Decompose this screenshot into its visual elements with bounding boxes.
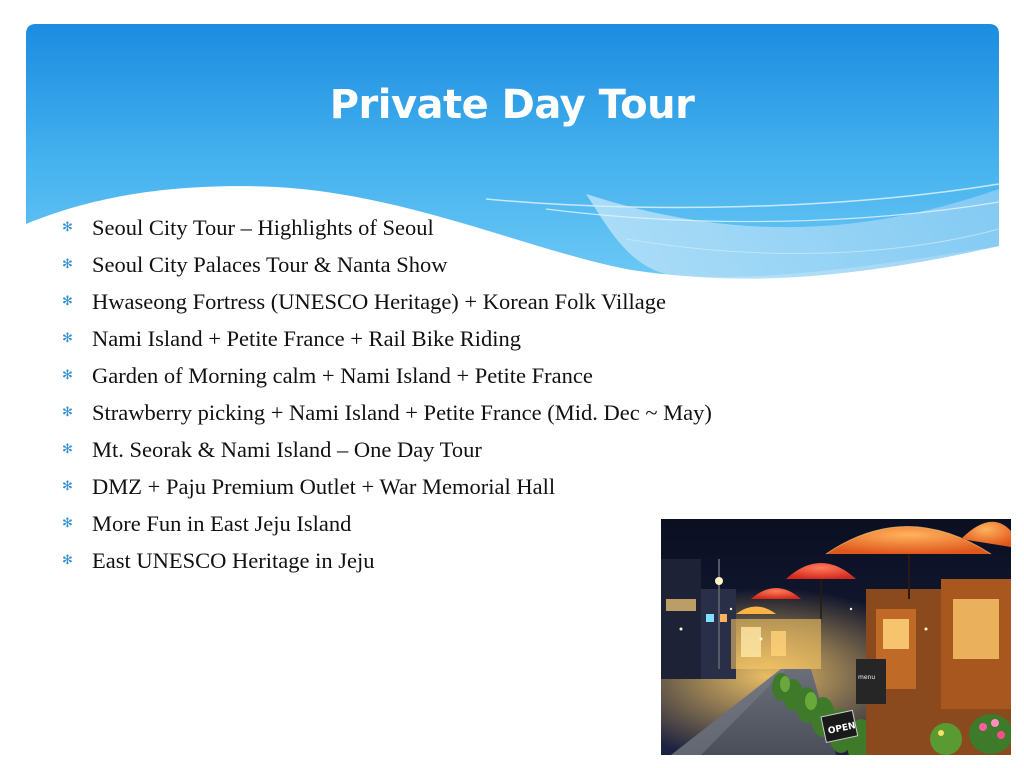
asterisk-bullet-icon: ✻	[62, 368, 73, 383]
tour-item-label: Hwaseong Fortress (UNESCO Heritage) + Korean Folk Village	[92, 288, 666, 314]
svg-text:menu: menu	[858, 674, 876, 681]
asterisk-bullet-icon: ✻	[62, 294, 73, 309]
photo-illustration	[661, 519, 1011, 755]
list-item	[62, 431, 712, 468]
asterisk-bullet-icon: ✻	[62, 442, 73, 457]
asterisk-bullet-icon: ✻	[62, 220, 73, 235]
tour-item-label: Strawberry picking + Nami Island + Petite France (Mid. Dec ~ May)	[92, 399, 712, 425]
asterisk-bullet-icon: ✻	[62, 257, 73, 272]
tour-item-label: Seoul City Tour – Highlights of Seoul	[92, 214, 434, 240]
tour-item-label: More Fun in East Jeju Island	[92, 510, 352, 536]
list-item	[62, 283, 712, 320]
list-item	[62, 394, 712, 431]
tour-item-label: Mt. Seorak & Nami Island – One Day Tour	[92, 436, 482, 462]
tour-item-label: Seoul City Palaces Tour & Nanta Show	[92, 251, 448, 277]
asterisk-bullet-icon: ✻	[62, 479, 73, 494]
open-sign-text: OPEN	[827, 721, 857, 737]
asterisk-bullet-icon: ✻	[62, 405, 73, 420]
tour-item-label: Garden of Morning calm + Nami Island + Petite France	[92, 362, 593, 388]
tour-item-label: DMZ + Paju Premium Outlet + War Memorial Hall	[92, 473, 556, 499]
tour-item-label: East UNESCO Heritage in Jeju	[92, 547, 375, 573]
asterisk-bullet-icon: ✻	[62, 553, 73, 568]
list-item	[62, 246, 712, 283]
night-street-umbrellas-photo	[661, 519, 1011, 755]
asterisk-bullet-icon: ✻	[62, 516, 73, 531]
list-item	[62, 505, 712, 542]
asterisk-bullet-icon: ✻	[62, 331, 73, 346]
list-item	[62, 320, 712, 357]
tour-list	[62, 209, 712, 579]
list-item	[62, 468, 712, 505]
list-item	[62, 357, 712, 394]
list-item	[62, 542, 712, 579]
tour-item-label: Nami Island + Petite France + Rail Bike Riding	[92, 325, 522, 351]
list-item	[62, 209, 712, 246]
slide-title: Private Day Tour	[329, 82, 695, 128]
